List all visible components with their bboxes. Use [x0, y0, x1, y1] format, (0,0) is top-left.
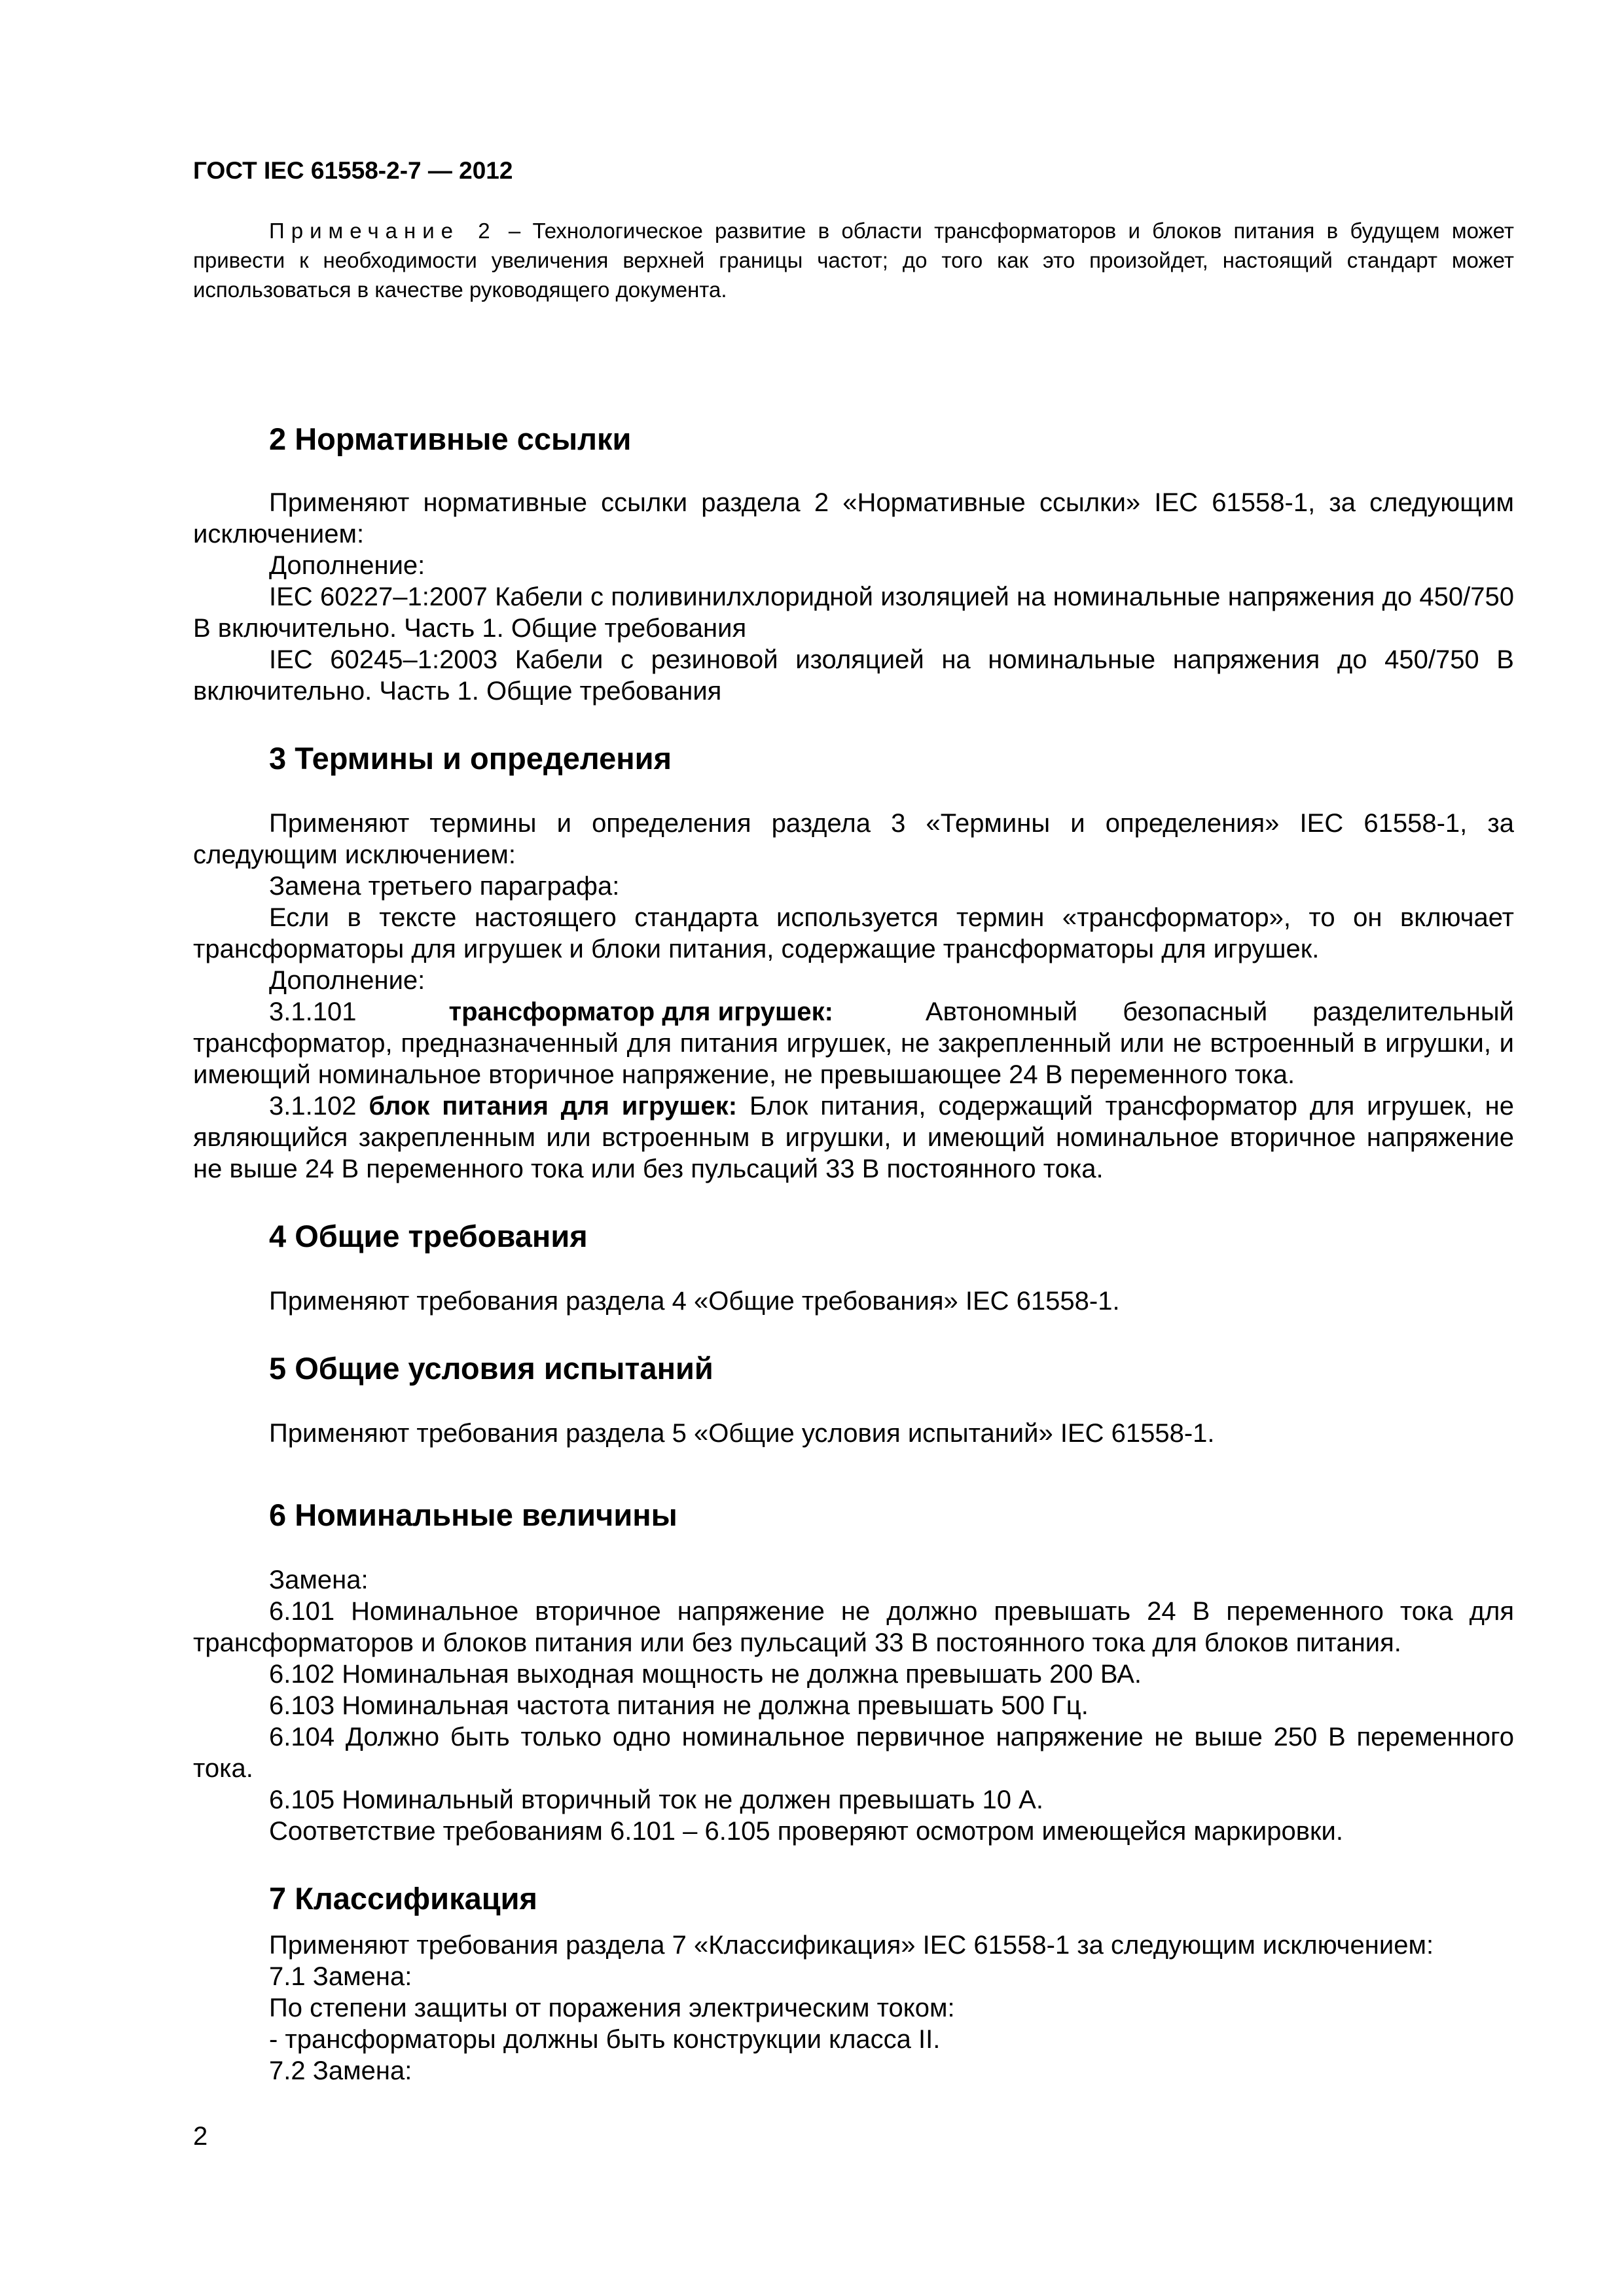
section-7-paragraph: - трансформаторы должны быть конструкции класса II.	[269, 2025, 941, 2054]
definition-3-1-101-text: трансформатор, предназначенный для питания игрушек, не закрепленный или не встроенный в игрушки, и имеющий номинальное вторичное напряжение, не превышающее 24 В переменного тока.	[193, 1029, 1514, 1089]
section-5-paragraph: Применяют требования раздела 5 «Общие условия испытаний» IEC 61558-1.	[269, 1419, 1215, 1448]
section-2-heading: 2 Нормативные ссылки	[269, 422, 632, 456]
section-6-paragraph: 6.101 Номинальное вторичное напряжение не должно превышать 24 В переменного тока для трансформаторов и блоков питания или без пульсаций 33 В постоянного тока для блоков питания.	[193, 1597, 1514, 1657]
section-3-heading: 3 Термины и определения	[269, 741, 672, 776]
section-6-paragraph: Соответствие требованиям 6.101 – 6.105 проверяют осмотром имеющейся маркировки.	[269, 1817, 1343, 1846]
section-7-paragraph: По степени защиты от поражения электрическим током:	[269, 1994, 955, 2022]
section-2-reference: IEC 60245–1:2003 Кабели с резиновой изоляцией на номинальные напряжения до 450/750 В включительно. Часть 1. Общие требования	[193, 645, 1514, 706]
section-4-paragraph: Применяют требования раздела 4 «Общие требования» IEC 61558-1.	[269, 1287, 1120, 1316]
section-7-paragraph: Применяют требования раздела 7 «Классификация» IEC 61558-1 за следующим исключением:	[269, 1931, 1434, 1960]
section-6-paragraph: Замена:	[269, 1566, 369, 1594]
definition-lead: Автономный безопасный разделительный	[925, 997, 1514, 1026]
section-2-paragraph: Применяют нормативные ссылки раздела 2 «Нормативные ссылки» IEC 61558-1, за следующим исключением:	[193, 488, 1514, 548]
definition-3-1-102	[193, 1090, 1514, 1185]
section-3-paragraph: Замена третьего параграфа:	[269, 872, 620, 901]
section-2-reference: IEC 60227–1:2007 Кабели с поливинилхлоридной изоляцией на номинальные напряжения до 450/750 В включительно. Часть 1. Общие требования	[193, 583, 1514, 643]
section-3-paragraph: Если в тексте настоящего стандарта используется термин «трансформатор», то он включает трансформаторы для игрушек и блоки питания, содержащие трансформаторы для игрушек.	[193, 903, 1514, 963]
section-4-heading: 4 Общие требования	[269, 1219, 588, 1253]
definition-3-1-101-first-line	[193, 996, 1514, 1028]
definition-text: Блок питания, содержащий трансформатор для игрушек, не являющийся закрепленным или встроенным в игрушки, и имеющий номинальное вторичное напряжение не выше 24 В переменного тока или без пульсаций 33 В постоянного тока.	[193, 1092, 1514, 1183]
section-6-paragraph: 6.103 Номинальная частота питания не должна превышать 500 Гц.	[269, 1691, 1089, 1720]
definition-term: блок питания для игрушек:	[369, 1092, 738, 1121]
section-6-paragraph: 6.105 Номинальный вторичный ток не должен превышать 10 А.	[269, 1785, 1043, 1814]
section-3-paragraph: Дополнение:	[269, 966, 425, 995]
document-body	[193, 416, 1514, 2087]
section-3-paragraph: Применяют термины и определения раздела 3 «Термины и определения» IEC 61558-1, за следующим исключением:	[193, 809, 1514, 869]
document-header: ГОСТ IEC 61558-2-7 — 2012	[193, 157, 513, 184]
definition-number: 3.1.102	[269, 1092, 357, 1121]
section-6-paragraph: 6.104 Должно быть только одно номинальное первичное напряжение не выше 250 В переменного тока.	[193, 1723, 1514, 1783]
section-7-paragraph: 7.1 Замена:	[269, 1962, 412, 1991]
section-2-paragraph: Дополнение:	[269, 551, 425, 580]
note-2	[193, 216, 1514, 304]
section-5-heading: 5 Общие условия испытаний	[269, 1351, 713, 1386]
section-7-paragraph: 7.2 Замена:	[269, 2056, 412, 2085]
section-6-paragraph: 6.102 Номинальная выходная мощность не должна превышать 200 ВА.	[269, 1660, 1142, 1689]
page-number: 2	[193, 2122, 208, 2151]
note-text: – Технологическое развитие в области трансформаторов и блоков питания в будущем может привести к необходимости увеличения верхней границы частот; до того как это произойдет, настоящий стандарт может использоваться в качестве руководящего документа.	[193, 219, 1515, 302]
definition-number: 3.1.101	[269, 997, 357, 1026]
definition-term: трансформатор для игрушек:	[448, 997, 833, 1026]
note-label: Примечание 2	[269, 219, 497, 243]
section-7-heading: 7 Классификация	[269, 1881, 537, 1916]
section-6-heading: 6 Номинальные величины	[269, 1498, 677, 1532]
